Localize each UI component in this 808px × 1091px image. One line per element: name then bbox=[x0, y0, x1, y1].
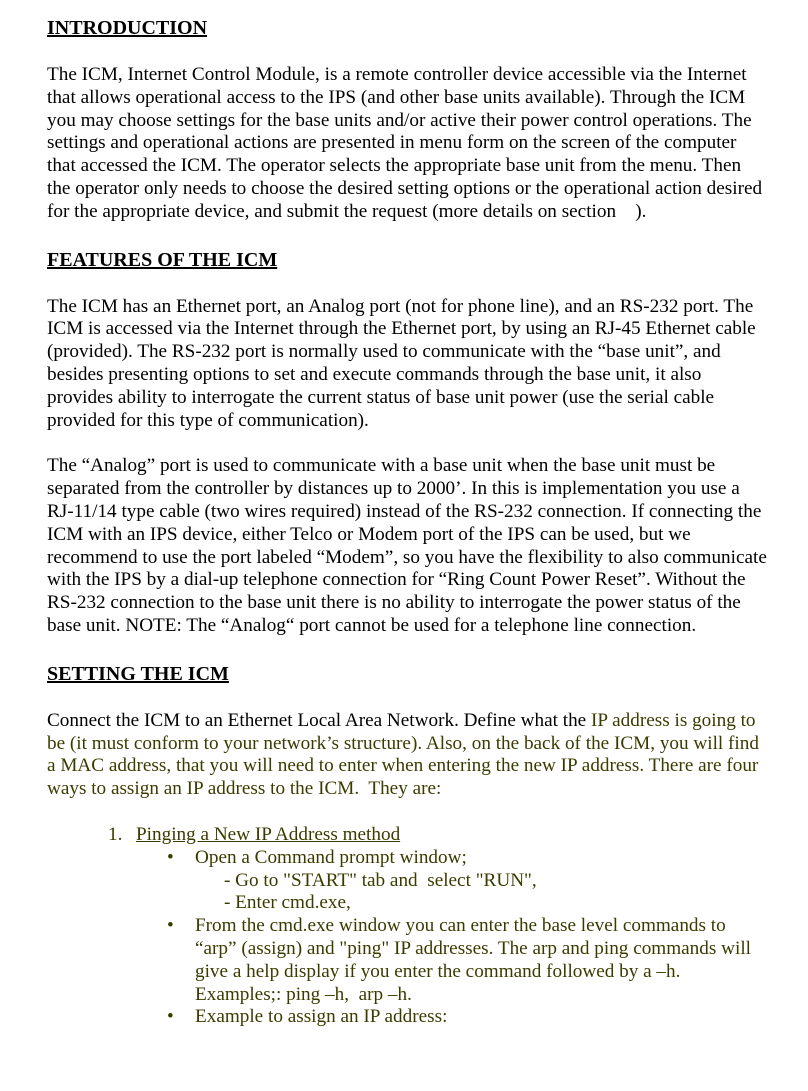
section-heading-setting: SETTING THE ICM bbox=[47, 662, 229, 685]
bullet-item bbox=[47, 847, 767, 870]
setting-text-continued: IP address is going to be (it must conform to your network’s structure). Also, on the back of the ICM, you will find a MAC address, that you will need to enter when entering the new IP address. There are four ways to assign an IP address to the ICM. They are: bbox=[47, 709, 759, 800]
features-paragraph-2: The “Analog” port is used to communicate with a base unit when the base unit must be separated from the controller by distances up to 2000’. In this is implementation you use a RJ-11/14 type cable (two wires required) instead of the RS-232 connection. If connecting the ICM with an IPS device, either Telco or Modem port of the IPS can be used, but we recommend to use the port labeled “Modem”, so you have the flexibility to also communicate with the IPS by a dial-up telephone connection for “Ring Count Power Reset”. Without the RS-232 connection to the base unit there is no ability to interrogate the power status of the base unit. NOTE: The “Analog“ port cannot be used for a telephone line connection. bbox=[47, 455, 767, 636]
bullet-text: Open a Command prompt window; bbox=[195, 846, 467, 868]
setting-paragraph bbox=[47, 710, 767, 801]
ip-assignment-list bbox=[47, 824, 767, 1029]
bullet-text: From the cmd.exe window you can enter the base level commands to “arp” (assign) and "ping" IP addresses. The arp and ping commands will give a help display if you enter the command followed by a –h. Examples;: ping –h, arp –h. bbox=[195, 915, 751, 1005]
sub-step: - Go to "START" tab and select "RUN", bbox=[224, 869, 537, 891]
sub-step: - Enter cmd.exe, bbox=[224, 892, 351, 914]
setting-text-start: Connect the ICM to an Ethernet Local Area Network. Define what the bbox=[47, 709, 591, 731]
bullet-item bbox=[47, 915, 767, 1006]
list-item bbox=[47, 824, 767, 847]
introduction-paragraph: The ICM, Internet Control Module, is a remote controller device accessible via the Internet that allows operational access to the IPS (and other base units available). Through the ICM you may choose settings for the base units and/or active their power control operations. The settings and operational actions are presented in menu form on the screen of the computer that accessed the ICM. The operator selects the appropriate base unit from the menu. Then the operator only needs to choose the desired setting options or the operational action desired for the appropriate device, and submit the request (more details on section ). bbox=[47, 64, 763, 222]
bullet-text: Example to assign an IP address: bbox=[195, 1006, 448, 1028]
bullet-icon: • bbox=[167, 915, 174, 937]
list-item-title: Pinging a New IP Address method bbox=[136, 823, 401, 845]
section-heading-introduction: INTRODUCTION bbox=[47, 17, 208, 39]
bullet-icon: • bbox=[167, 846, 174, 868]
list-item-number: 1. bbox=[108, 823, 123, 845]
features-paragraph-1: The ICM has an Ethernet port, an Analog port (not for phone line), and an RS-232 port. The ICM is accessed via the Internet through the Ethernet port, by using an RJ-45 Ethernet cable (provided). The RS-232 port is normally used to communicate with the “base unit”, and besides presenting options to set and execute commands through the base unit, it also provides ability to interrogate the current status of base unit power (use the serial cable provided for this type of communication). bbox=[47, 295, 756, 431]
section-heading-features: FEATURES OF THE ICM bbox=[47, 248, 278, 271]
bullet-item bbox=[47, 1006, 767, 1029]
bullet-icon: • bbox=[167, 1006, 174, 1028]
document-page bbox=[47, 16, 767, 1029]
